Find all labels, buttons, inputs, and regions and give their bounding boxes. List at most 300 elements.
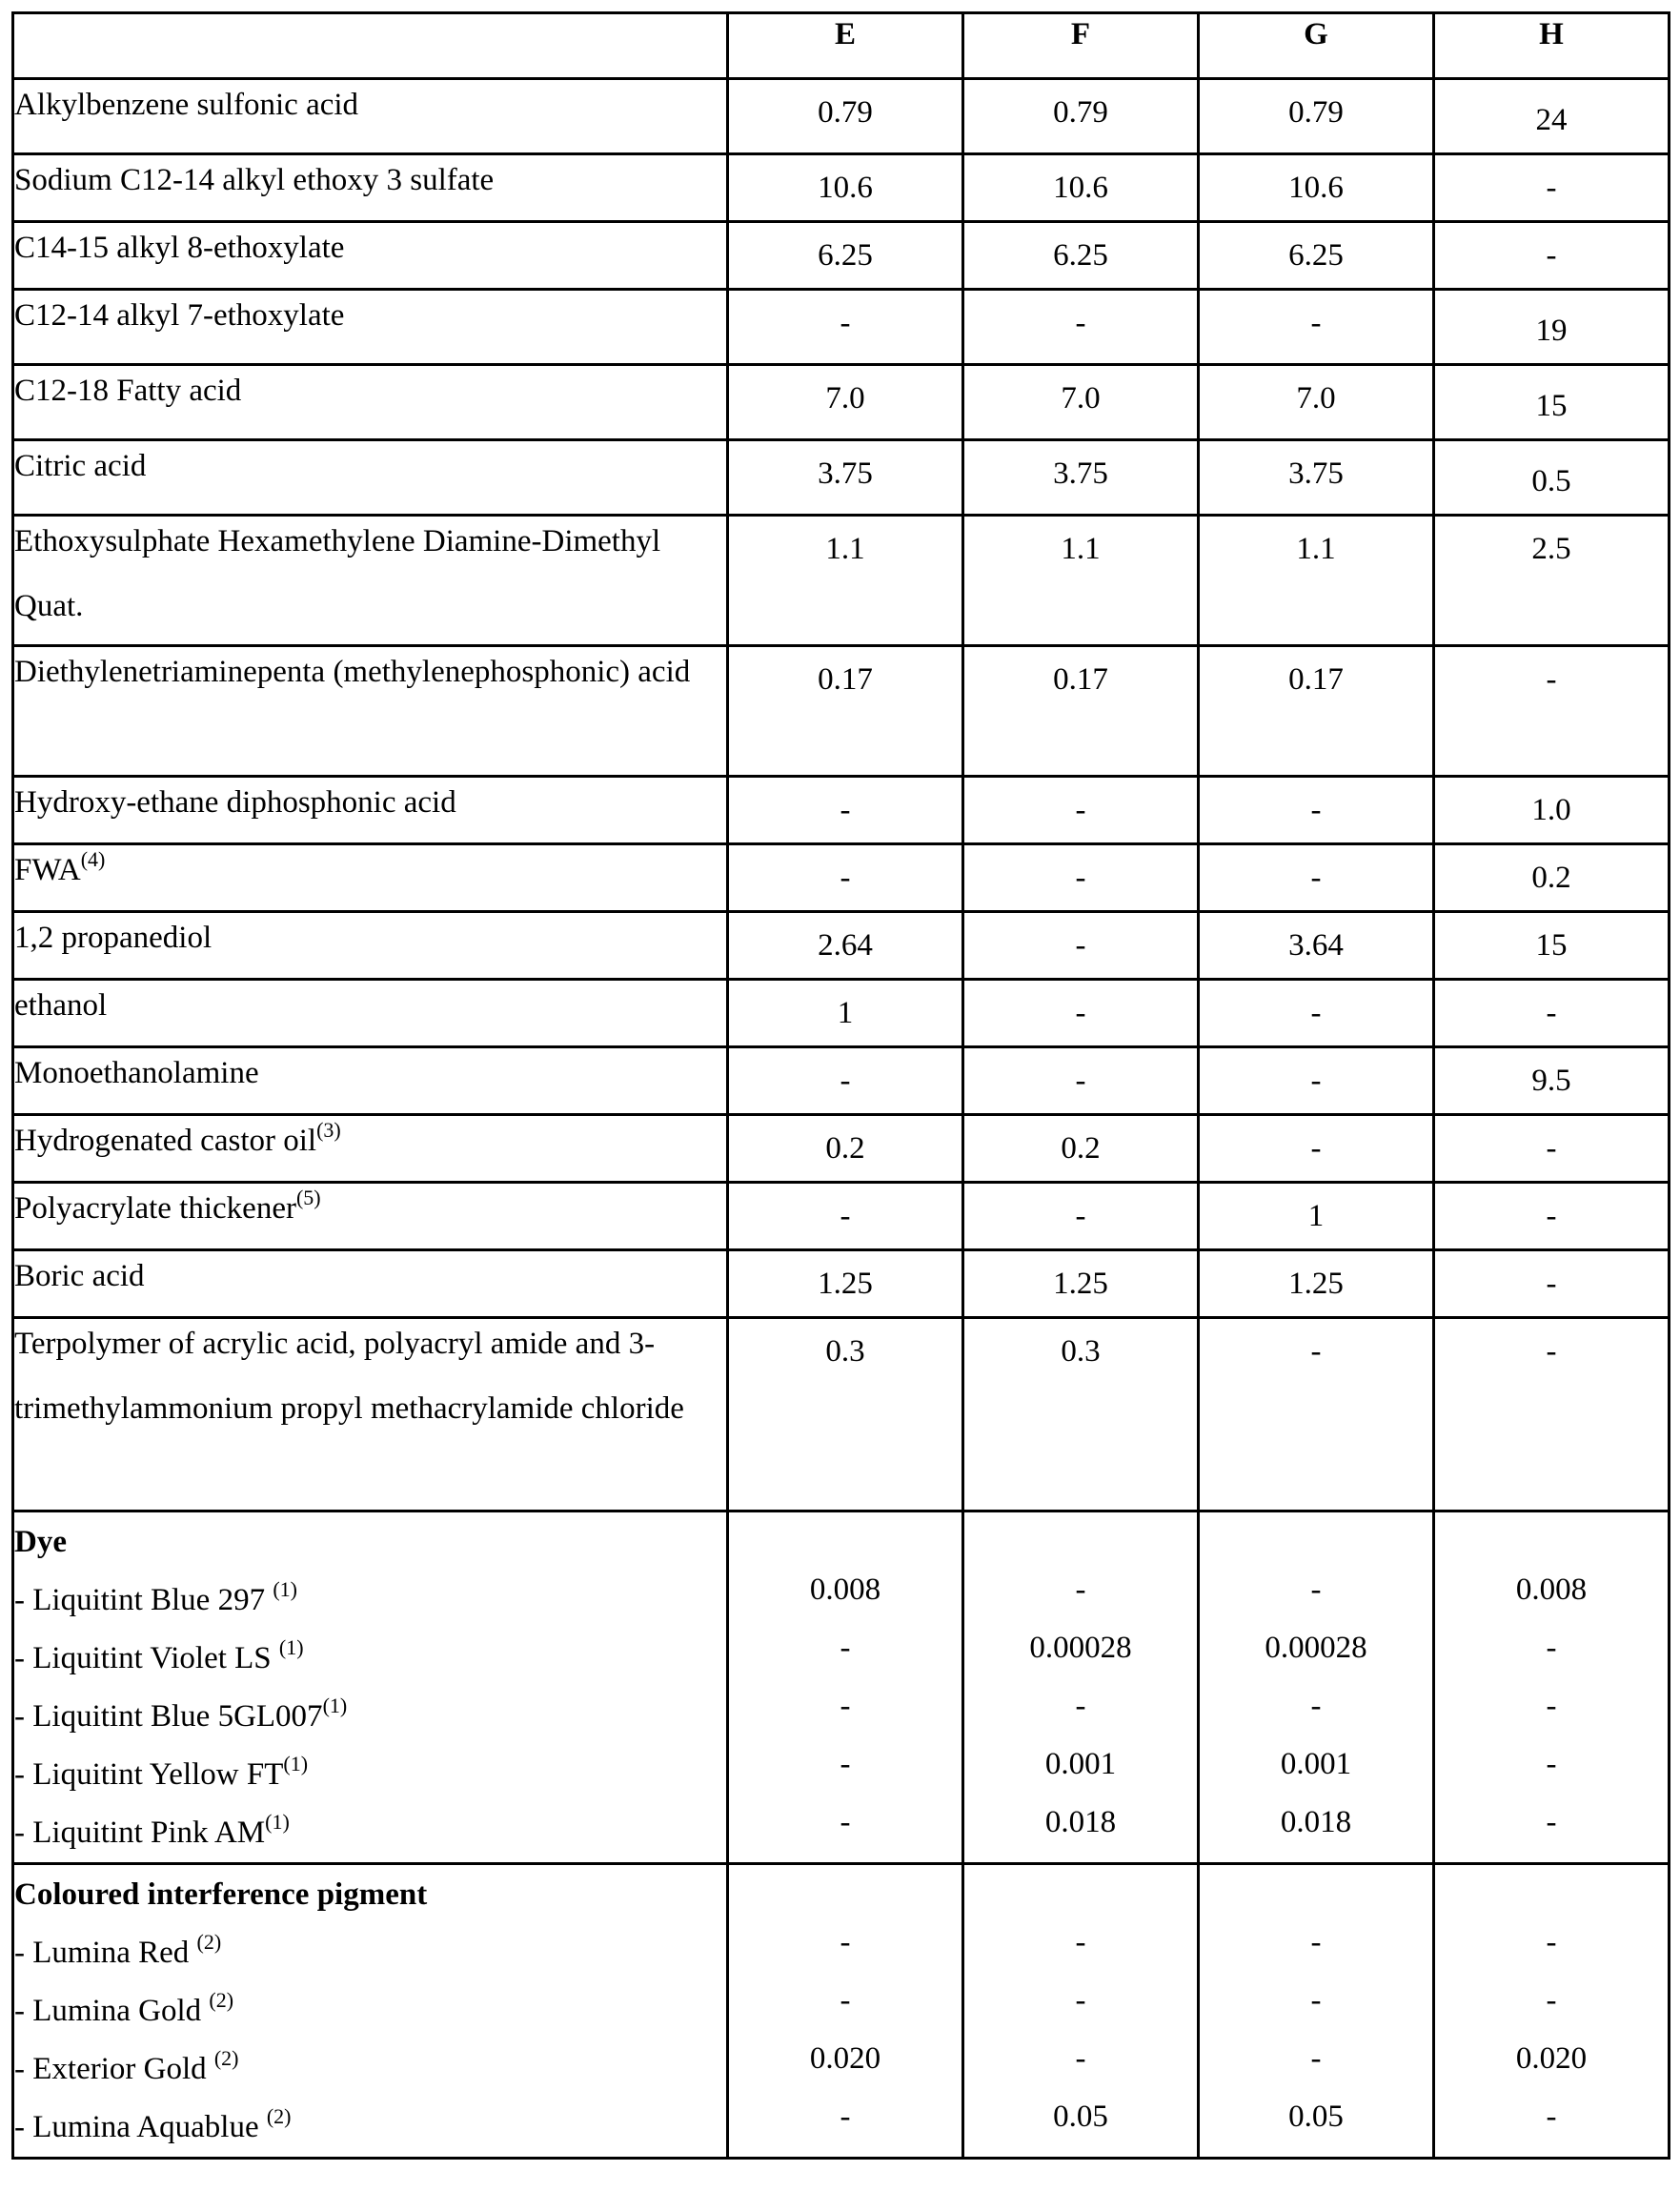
value: 0.2 bbox=[1061, 1131, 1101, 1166]
ingredient-label: Diethylenetriaminepenta (methylenephosphonic) acid bbox=[14, 655, 691, 689]
ingredient-label: Terpolymer of acrylic acid, polyacryl amide and 3-trimethylammonium propyl methacrylamide chloride bbox=[14, 1327, 684, 1426]
value-cell-h bbox=[1434, 79, 1670, 154]
value-stack bbox=[1435, 1865, 1668, 2153]
value-cell-h bbox=[1434, 440, 1670, 516]
value-cell-f bbox=[963, 440, 1199, 516]
value: 0.2 bbox=[825, 1131, 865, 1166]
footnote-ref: (2) bbox=[209, 1988, 234, 2012]
value-cell-f bbox=[963, 1511, 1199, 1864]
group-name-cell bbox=[13, 1864, 728, 2159]
ingredient-name bbox=[14, 434, 726, 498]
ingredient-name bbox=[14, 1041, 726, 1106]
footnote-ref: (2) bbox=[266, 2104, 292, 2128]
value: - bbox=[1075, 1199, 1086, 1233]
group-item bbox=[14, 1746, 726, 1804]
ingredient-name-cell bbox=[13, 646, 728, 777]
value: 0.3 bbox=[825, 1334, 865, 1369]
value: 15 bbox=[1535, 389, 1568, 423]
group-row bbox=[13, 1864, 1670, 2159]
header-col-f: F bbox=[963, 13, 1199, 79]
value-cell-f bbox=[963, 980, 1199, 1047]
value-cell-e bbox=[728, 980, 963, 1047]
ingredient-name-cell bbox=[13, 440, 728, 516]
value: 0.17 bbox=[818, 662, 873, 697]
ingredient-label: Polyacrylate thickener bbox=[14, 1191, 296, 1226]
value-cell-h bbox=[1434, 222, 1670, 290]
footnote-ref: (5) bbox=[295, 1186, 321, 1209]
value: - bbox=[1310, 1334, 1322, 1369]
value-cell-g bbox=[1199, 777, 1434, 844]
header-col-e: E bbox=[728, 13, 963, 79]
ingredient-label: Alkylbenzene sulfonic acid bbox=[14, 88, 359, 122]
value-cell-f bbox=[963, 1864, 1199, 2159]
value: - bbox=[1075, 1572, 1086, 1607]
ingredient-name bbox=[14, 770, 726, 835]
value: - bbox=[840, 1925, 851, 1959]
table-row bbox=[13, 844, 1670, 912]
group-title: Coloured interference pigment bbox=[14, 1877, 428, 1912]
table-row bbox=[13, 777, 1670, 844]
ingredient-name-cell bbox=[13, 290, 728, 365]
ingredient-name bbox=[14, 838, 726, 903]
table-row bbox=[13, 222, 1670, 290]
ingredient-label: 1,2 propanediol bbox=[14, 921, 213, 955]
value: 1 bbox=[1307, 1199, 1325, 1233]
group-item bbox=[14, 2040, 726, 2099]
ingredient-name-cell bbox=[13, 912, 728, 980]
value-cell-f bbox=[963, 844, 1199, 912]
group-item-label: - Liquitint Yellow FT bbox=[14, 1757, 284, 1792]
value-cell-e bbox=[728, 1047, 963, 1115]
value-cell-e bbox=[728, 1183, 963, 1250]
value: 1.1 bbox=[1061, 532, 1101, 566]
value: 3.64 bbox=[1288, 928, 1344, 963]
value-cell-e bbox=[728, 365, 963, 440]
group-item bbox=[14, 1982, 726, 2040]
ingredient-label: ethanol bbox=[14, 988, 108, 1023]
value: 1.0 bbox=[1531, 793, 1571, 827]
value-cell-e bbox=[728, 79, 963, 154]
value: 6.25 bbox=[818, 238, 873, 273]
ingredient-label: C12-18 Fatty acid bbox=[14, 374, 242, 408]
value: - bbox=[1075, 793, 1086, 827]
ingredient-label: Monoethanolamine bbox=[14, 1056, 259, 1090]
value-cell-f bbox=[963, 646, 1199, 777]
header-col-g: G bbox=[1199, 13, 1434, 79]
group-item-label: - Liquitint Blue 5GL007 bbox=[14, 1699, 323, 1734]
value: 0.001 bbox=[1280, 1747, 1352, 1781]
ingredient-label: C12-14 alkyl 7-ethoxylate bbox=[14, 298, 345, 333]
ingredient-name-cell bbox=[13, 980, 728, 1047]
value: 7.0 bbox=[1296, 381, 1336, 416]
value-cell-h bbox=[1434, 844, 1670, 912]
value: - bbox=[1546, 1631, 1557, 1665]
value: - bbox=[840, 861, 851, 895]
value-cell-h bbox=[1434, 290, 1670, 365]
value-cell-h bbox=[1434, 1115, 1670, 1183]
footnote-ref: (1) bbox=[273, 1577, 297, 1601]
value-cell-g bbox=[1199, 1511, 1434, 1864]
value-cell-e bbox=[728, 154, 963, 222]
value-cell-f bbox=[963, 1115, 1199, 1183]
value: 0.17 bbox=[1288, 662, 1344, 697]
value: - bbox=[840, 1064, 851, 1098]
value: - bbox=[1075, 1925, 1086, 1959]
group-item bbox=[14, 1630, 726, 1688]
group-row bbox=[13, 1511, 1670, 1864]
value: 0.018 bbox=[1044, 1805, 1117, 1839]
value: 0.001 bbox=[1044, 1747, 1117, 1781]
ingredient-name-cell bbox=[13, 1318, 728, 1511]
group-item bbox=[14, 1688, 726, 1746]
ingredient-label: Hydrogenated castor oil bbox=[14, 1124, 317, 1158]
value: - bbox=[840, 1983, 851, 2018]
value: 1.25 bbox=[818, 1267, 873, 1301]
ingredient-name bbox=[14, 148, 726, 213]
value: 1.25 bbox=[1053, 1267, 1108, 1301]
value: 0.018 bbox=[1280, 1805, 1352, 1839]
ingredient-label: C14-15 alkyl 8-ethoxylate bbox=[14, 231, 345, 265]
value-stack bbox=[1200, 1865, 1432, 2153]
value: - bbox=[1310, 1925, 1322, 1959]
table-row bbox=[13, 1115, 1670, 1183]
value: - bbox=[1310, 1983, 1322, 2018]
value-cell-g bbox=[1199, 365, 1434, 440]
formulation-table bbox=[11, 11, 1670, 2160]
value: - bbox=[840, 2100, 851, 2134]
value-cell-h bbox=[1434, 1511, 1670, 1864]
value-cell-g bbox=[1199, 440, 1434, 516]
table-row bbox=[13, 912, 1670, 980]
value: - bbox=[1546, 1199, 1557, 1233]
value: 6.25 bbox=[1288, 238, 1344, 273]
ingredient-label: Boric acid bbox=[14, 1259, 145, 1293]
table-row bbox=[13, 1183, 1670, 1250]
value-cell-h bbox=[1434, 516, 1670, 646]
group-item-label: - Lumina Aquablue bbox=[14, 2110, 267, 2144]
value-cell-f bbox=[963, 1047, 1199, 1115]
value: - bbox=[1310, 1689, 1322, 1723]
value: - bbox=[1310, 996, 1322, 1030]
value: 10.6 bbox=[1053, 171, 1108, 205]
value-cell-g bbox=[1199, 646, 1434, 777]
ingredient-name-cell bbox=[13, 1183, 728, 1250]
value: - bbox=[840, 1631, 851, 1665]
value: - bbox=[1310, 1131, 1322, 1166]
table-row bbox=[13, 1250, 1670, 1318]
ingredient-name-cell bbox=[13, 1047, 728, 1115]
table-row bbox=[13, 154, 1670, 222]
value-cell-g bbox=[1199, 154, 1434, 222]
ingredient-name bbox=[14, 1108, 726, 1173]
ingredient-name bbox=[14, 639, 726, 704]
value: - bbox=[1546, 1747, 1557, 1781]
ingredient-label: FWA bbox=[14, 853, 81, 887]
value: 0.020 bbox=[809, 2041, 881, 2076]
value: - bbox=[1310, 2041, 1322, 2076]
ingredient-name-cell bbox=[13, 844, 728, 912]
value: - bbox=[1546, 1983, 1557, 2018]
group-item-label: - Liquitint Violet LS bbox=[14, 1641, 279, 1675]
value: - bbox=[1075, 1983, 1086, 2018]
ingredient-name bbox=[14, 509, 726, 639]
value-cell-h bbox=[1434, 1047, 1670, 1115]
value-cell-e bbox=[728, 1250, 963, 1318]
value-cell-f bbox=[963, 1318, 1199, 1511]
table-row bbox=[13, 646, 1670, 777]
value: 0.2 bbox=[1531, 861, 1571, 895]
group-name-cell bbox=[13, 1511, 728, 1864]
value: 3.75 bbox=[818, 456, 873, 491]
value-cell-f bbox=[963, 290, 1199, 365]
value-cell-g bbox=[1199, 1047, 1434, 1115]
value-cell-g bbox=[1199, 1864, 1434, 2159]
footnote-ref: (3) bbox=[316, 1118, 341, 1142]
ingredient-name-cell bbox=[13, 154, 728, 222]
value-cell-e bbox=[728, 912, 963, 980]
ingredient-name-cell bbox=[13, 1115, 728, 1183]
group-item bbox=[14, 1572, 726, 1630]
value-cell-f bbox=[963, 154, 1199, 222]
value: - bbox=[1075, 928, 1086, 963]
value: - bbox=[1546, 171, 1557, 205]
table-row bbox=[13, 290, 1670, 365]
group-item-label: - Lumina Red bbox=[14, 1936, 197, 1970]
value-cell-f bbox=[963, 1250, 1199, 1318]
value: - bbox=[1310, 1572, 1322, 1607]
value: - bbox=[1075, 996, 1086, 1030]
value-cell-g bbox=[1199, 912, 1434, 980]
group-title: Dye bbox=[14, 1525, 67, 1559]
value: - bbox=[840, 1199, 851, 1233]
value: 15 bbox=[1535, 928, 1568, 963]
value: 0.00028 bbox=[1029, 1631, 1132, 1665]
value-cell-e bbox=[728, 1115, 963, 1183]
value: - bbox=[1546, 662, 1557, 697]
value: - bbox=[1075, 861, 1086, 895]
group-item-label: - Liquitint Pink AM bbox=[14, 1816, 266, 1850]
ingredient-name bbox=[14, 215, 726, 280]
ingredient-label: Citric acid bbox=[14, 449, 147, 483]
value: - bbox=[1546, 2100, 1557, 2134]
value-cell-h bbox=[1434, 1318, 1670, 1511]
value-cell-g bbox=[1199, 516, 1434, 646]
value-stack bbox=[1200, 1512, 1432, 1858]
value: - bbox=[840, 1747, 851, 1781]
value: - bbox=[1546, 1805, 1557, 1839]
value: 0.79 bbox=[818, 95, 873, 130]
value: 1.1 bbox=[825, 532, 865, 566]
footnote-ref: (1) bbox=[278, 1635, 304, 1659]
value-cell-h bbox=[1434, 154, 1670, 222]
value-cell-e bbox=[728, 844, 963, 912]
ingredient-name bbox=[14, 973, 726, 1038]
ingredient-name bbox=[14, 72, 726, 137]
value: - bbox=[1546, 1131, 1557, 1166]
value-cell-h bbox=[1434, 1183, 1670, 1250]
ingredient-label: Sodium C12-14 alkyl ethoxy 3 sulfate bbox=[14, 163, 495, 197]
value: 10.6 bbox=[1288, 171, 1344, 205]
value: - bbox=[1310, 1064, 1322, 1098]
value-stack bbox=[964, 1865, 1197, 2153]
value: - bbox=[1310, 306, 1322, 340]
value: - bbox=[1310, 793, 1322, 827]
value: 0.3 bbox=[1061, 1334, 1101, 1369]
ingredient-name-cell bbox=[13, 79, 728, 154]
value-cell-g bbox=[1199, 980, 1434, 1047]
value-cell-g bbox=[1199, 79, 1434, 154]
footnote-ref: (1) bbox=[322, 1694, 348, 1717]
header-row bbox=[13, 13, 1670, 79]
value-cell-e bbox=[728, 516, 963, 646]
value: - bbox=[1075, 306, 1086, 340]
value-cell-h bbox=[1434, 980, 1670, 1047]
group-item-label: - Liquitint Blue 297 bbox=[14, 1583, 273, 1617]
value: 0.79 bbox=[1053, 95, 1108, 130]
value: 0.00028 bbox=[1265, 1631, 1367, 1665]
value: 0.5 bbox=[1531, 464, 1571, 498]
value: 0.05 bbox=[1053, 2100, 1108, 2134]
value: 0.008 bbox=[1515, 1572, 1588, 1607]
table-row bbox=[13, 440, 1670, 516]
value: 9.5 bbox=[1531, 1064, 1571, 1098]
value: 3.75 bbox=[1053, 456, 1108, 491]
value: 19 bbox=[1535, 314, 1568, 348]
value: - bbox=[840, 1689, 851, 1723]
table-body bbox=[13, 79, 1670, 2159]
value-cell-e bbox=[728, 1511, 963, 1864]
value-cell-g bbox=[1199, 1115, 1434, 1183]
ingredient-name bbox=[14, 1311, 726, 1441]
value-stack bbox=[964, 1512, 1197, 1858]
group-item bbox=[14, 1924, 726, 1982]
ingredient-name bbox=[14, 1176, 726, 1241]
value-cell-e bbox=[728, 290, 963, 365]
table-row bbox=[13, 516, 1670, 646]
value: 2.64 bbox=[818, 928, 873, 963]
value-cell-f bbox=[963, 912, 1199, 980]
table-row bbox=[13, 1318, 1670, 1511]
value: 6.25 bbox=[1053, 238, 1108, 273]
value-cell-g bbox=[1199, 1250, 1434, 1318]
value-cell-f bbox=[963, 365, 1199, 440]
ingredient-label: Hydroxy-ethane diphosphonic acid bbox=[14, 785, 456, 820]
table-row bbox=[13, 79, 1670, 154]
value: 1 bbox=[837, 996, 854, 1030]
ingredient-name bbox=[14, 358, 726, 423]
footnote-ref: (4) bbox=[80, 847, 106, 871]
value-cell-e bbox=[728, 1318, 963, 1511]
footnote-ref: (2) bbox=[213, 2046, 239, 2070]
value-cell-e bbox=[728, 777, 963, 844]
value-cell-f bbox=[963, 79, 1199, 154]
group-item-label: - Lumina Gold bbox=[14, 1994, 210, 2028]
value: 0.008 bbox=[809, 1572, 881, 1607]
value: 7.0 bbox=[825, 381, 865, 416]
value: 24 bbox=[1535, 103, 1568, 137]
value-cell-g bbox=[1199, 222, 1434, 290]
ingredient-name-cell bbox=[13, 1250, 728, 1318]
value-cell-e bbox=[728, 222, 963, 290]
value: - bbox=[1546, 1334, 1557, 1369]
value: - bbox=[840, 1805, 851, 1839]
value-cell-e bbox=[728, 1864, 963, 2159]
value-cell-g bbox=[1199, 290, 1434, 365]
value-cell-g bbox=[1199, 844, 1434, 912]
footnote-ref: (2) bbox=[196, 1930, 222, 1954]
value: - bbox=[1546, 996, 1557, 1030]
value: - bbox=[1546, 1925, 1557, 1959]
value-cell-g bbox=[1199, 1318, 1434, 1511]
value-cell-e bbox=[728, 440, 963, 516]
group-item bbox=[14, 1804, 726, 1862]
value-cell-h bbox=[1434, 777, 1670, 844]
header-col-h: H bbox=[1434, 13, 1670, 79]
value: 0.05 bbox=[1288, 2100, 1344, 2134]
value: 2.5 bbox=[1531, 532, 1571, 566]
value: - bbox=[1546, 238, 1557, 273]
table-row bbox=[13, 1047, 1670, 1115]
value: 1.1 bbox=[1296, 532, 1336, 566]
value: 0.020 bbox=[1515, 2041, 1588, 2076]
value: 7.0 bbox=[1061, 381, 1101, 416]
value-cell-h bbox=[1434, 646, 1670, 777]
group-item-label: - Exterior Gold bbox=[14, 2052, 214, 2086]
table-row bbox=[13, 980, 1670, 1047]
value-cell-h bbox=[1434, 365, 1670, 440]
value: - bbox=[1075, 1064, 1086, 1098]
value: 3.75 bbox=[1288, 456, 1344, 491]
ingredient-name bbox=[14, 283, 726, 348]
value: 0.17 bbox=[1053, 662, 1108, 697]
ingredient-name-cell bbox=[13, 516, 728, 646]
value-cell-f bbox=[963, 516, 1199, 646]
value-cell-h bbox=[1434, 912, 1670, 980]
value-cell-f bbox=[963, 1183, 1199, 1250]
value: - bbox=[1075, 2041, 1086, 2076]
value-cell-f bbox=[963, 222, 1199, 290]
ingredient-name-cell bbox=[13, 222, 728, 290]
value: 0.79 bbox=[1288, 95, 1344, 130]
value-stack bbox=[729, 1512, 961, 1858]
ingredient-name-cell bbox=[13, 365, 728, 440]
table-row bbox=[13, 365, 1670, 440]
value-stack bbox=[729, 1865, 961, 2153]
ingredient-name bbox=[14, 1244, 726, 1309]
value: - bbox=[1546, 1267, 1557, 1301]
value: 10.6 bbox=[818, 171, 873, 205]
value: - bbox=[1310, 861, 1322, 895]
value-cell-h bbox=[1434, 1864, 1670, 2159]
value-cell-g bbox=[1199, 1183, 1434, 1250]
header-ingredient bbox=[13, 13, 728, 79]
value: - bbox=[840, 793, 851, 827]
value-cell-e bbox=[728, 646, 963, 777]
footnote-ref: (1) bbox=[265, 1810, 290, 1834]
group-item bbox=[14, 2099, 726, 2157]
value: - bbox=[1546, 1689, 1557, 1723]
ingredient-name bbox=[14, 905, 726, 970]
value: 1.25 bbox=[1288, 1267, 1344, 1301]
ingredient-label: Ethoxysulphate Hexamethylene Diamine-Dimethyl Quat. bbox=[14, 524, 661, 623]
value-stack bbox=[1435, 1512, 1668, 1858]
value: - bbox=[840, 306, 851, 340]
footnote-ref: (1) bbox=[283, 1752, 309, 1775]
value-cell-f bbox=[963, 777, 1199, 844]
value: - bbox=[1075, 1689, 1086, 1723]
value-cell-h bbox=[1434, 1250, 1670, 1318]
ingredient-name-cell bbox=[13, 777, 728, 844]
